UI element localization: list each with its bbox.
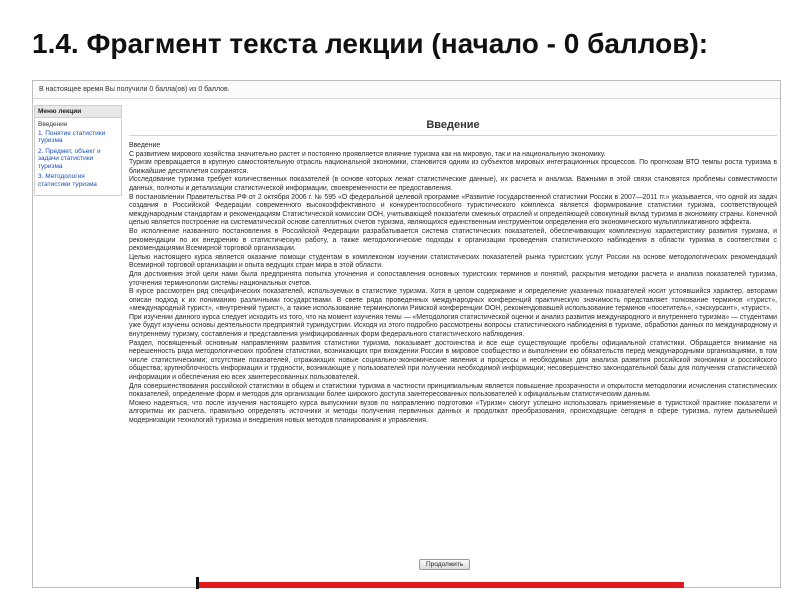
lecture-menu: [34, 105, 122, 196]
menu-item-subject[interactable]: 2. Предмет, объект и задачи статистики туризма: [38, 147, 101, 170]
paragraph: Исследование туризма требует количественных показателей (в основе которых лежат статистические данные), их расчета и анализа. Важными в этой связи становятся проблемы совместимости данных, полноты и детализации статистической информации, своевременности ее предоставления.: [129, 176, 777, 192]
lecture-menu-current: Введение: [38, 121, 68, 128]
progress-bar: [196, 582, 684, 588]
progress-marker: [196, 577, 199, 589]
score-notice: В настоящее время Вы получили 0 балла(ов) из 0 баллов.: [33, 81, 780, 99]
paragraph: В курсе рассмотрен ряд специфических показателей, используемых в статистике туризма. Хотя в целом содержание и определение указанных показателей носит устоявшийся характер, авторами описан подход к их пониманию различными государствами. В свете ряда проведенных международных конференций практическую значимость представляет толкование терминов «турист», «международный турист», «внутренний турист», а также использование терминологии Римской конференции ООН, рекомендовавшей использование терминов «посетитель», «экскурсант», «турист».: [129, 288, 777, 313]
section-heading: Введение: [129, 142, 161, 149]
lecture-text: [129, 151, 777, 426]
paragraph: Можно надеяться, что после изучения настоящего курса выпускники вузов по направлению подготовки «Туризм» смогут успешно использовать применяемые в туристской практике показатели и алгоритмы их расчета, правильно определять источники и методы получения первичных данных и продолжат преобразования, происходящие сегодня в сфере туризма, путем дальнейшей модернизации технологий туризма и внедрения новых методов планирования и управления.: [129, 399, 777, 424]
paragraph: С развитием мирового хозяйства значительно растет и постоянно проявляется влияние туризма как на мировую, так и на национальную экономику.: [129, 150, 606, 158]
paragraph: Целью настоящего курса является оказание помощи студентам в комплексном изучении статистических показателей рынка туристских услуг России на основе методологических рекомендаций Всемирной торговой организации и опыта ведущих стран мира в этой области.: [129, 253, 777, 270]
paragraph: Для достижения этой цели нами была предпринята попытка уточнения и сопоставления основных туристских терминов и понятий, раскрытия методики расчета и анализа показателей туризма, уточнения терминологии системы национальных счетов.: [129, 270, 777, 287]
slide-title: 1.4. Фрагмент текста лекции (начало - 0 баллов):: [32, 28, 709, 59]
title-divider: [129, 135, 777, 136]
lecture-window: [32, 80, 781, 588]
lecture-menu-header: Меню лекции: [35, 106, 121, 118]
menu-item-concept[interactable]: 1. Понятие статистики туризма: [38, 130, 106, 145]
paragraph: При изучении данного курса следует исходить из того, что на момент изучения темы — «Методология статистической оценки и анализ развития международного и внутреннего туризма» — студентами уже будут изучены основы деятельности предприятий туриндустрии. Исходя из этого подробно рассмотрены вопросы статистического наблюдения в туризме, обработки данных по международному и внутреннему туризму, составления и представления унифицированных форм федерального статистического наблюдения.: [129, 313, 777, 339]
paragraph: Раздел, посвященный основным направлениям развития статистики туризма, показывает достоинства и все еще существующие пробелы официальной статистики. Обращается внимание на нерешенность ряда методологических проблем статистики, возникающих при вхождении России в мировое сообщество и выполнении ею обязательств перед международными организациями, в том числе статистическими; отсутствие показателей, отражающих новые социально-экономические явления и процессы и необходимых для анализа развития российской экономики и российского общества; крупноблочность информации и трудности, возникающие у пользователей при получении необходимой информации; несовершенство законодательной базы для получения статистической информации и обеспечения ею всех заинтересованных пользователей.: [129, 339, 777, 382]
paragraph: Во исполнение названного постановления в Российской Федерации разрабатывается система статистических показателей, обеспечивающих комплексную характеристику развития туризма, и рекомендации по их внедрению в статистическую работу, а также методологические подходы к организации проведения статистического наблюдения в области туризма в соответствии с рекомендациями Всемирной торговой организации.: [129, 227, 777, 253]
lecture-content: [129, 105, 777, 585]
paragraph: Для совершенствования российской статистики в общем и статистики туризма в частности принципиальным является повышение прозрачности и открытости методологии исчисления статистических показателей, определение форм и методов для организации более широкого доступа заинтересованных пользователей к официальным статистическим данным.: [129, 382, 777, 399]
continue-button[interactable]: Продолжить: [419, 559, 470, 570]
paragraph: В постановлении Правительства РФ от 2 октября 2006 г. № 595 «О федеральной целевой программе «Развитие государственной статистики России в 2007—2011 гг.» указывается, что одной из задач создания в Российской Федерации современного высокоэффективного и конкурентоспособного туристического комплекса является формирование статистики туризма, соответствующей международным стандартам и рекомендациям Статистической комиссии ООН, учитывающей показатели смежных отраслей и определяющей совокупный вклад туризма в экономику страны. Конечной целью является построение на систематической основе сателлитных счетов туризма, являющихся единственным инструментом определения его экономического мультипликативного эффекта.: [129, 193, 777, 227]
lecture-menu-body: [35, 118, 121, 195]
page-title: Введение: [426, 119, 480, 131]
paragraph: Туризм превращается в крупную самостоятельную отрасль национальной экономики, становится одним из субъектов мировых интеграционных процессов. По прогнозам ВТО темпы роста туризма в ближайшие десятилетия сохранятся.: [129, 159, 777, 175]
menu-item-methodology[interactable]: 3. Методология статистики туризма: [38, 173, 97, 188]
